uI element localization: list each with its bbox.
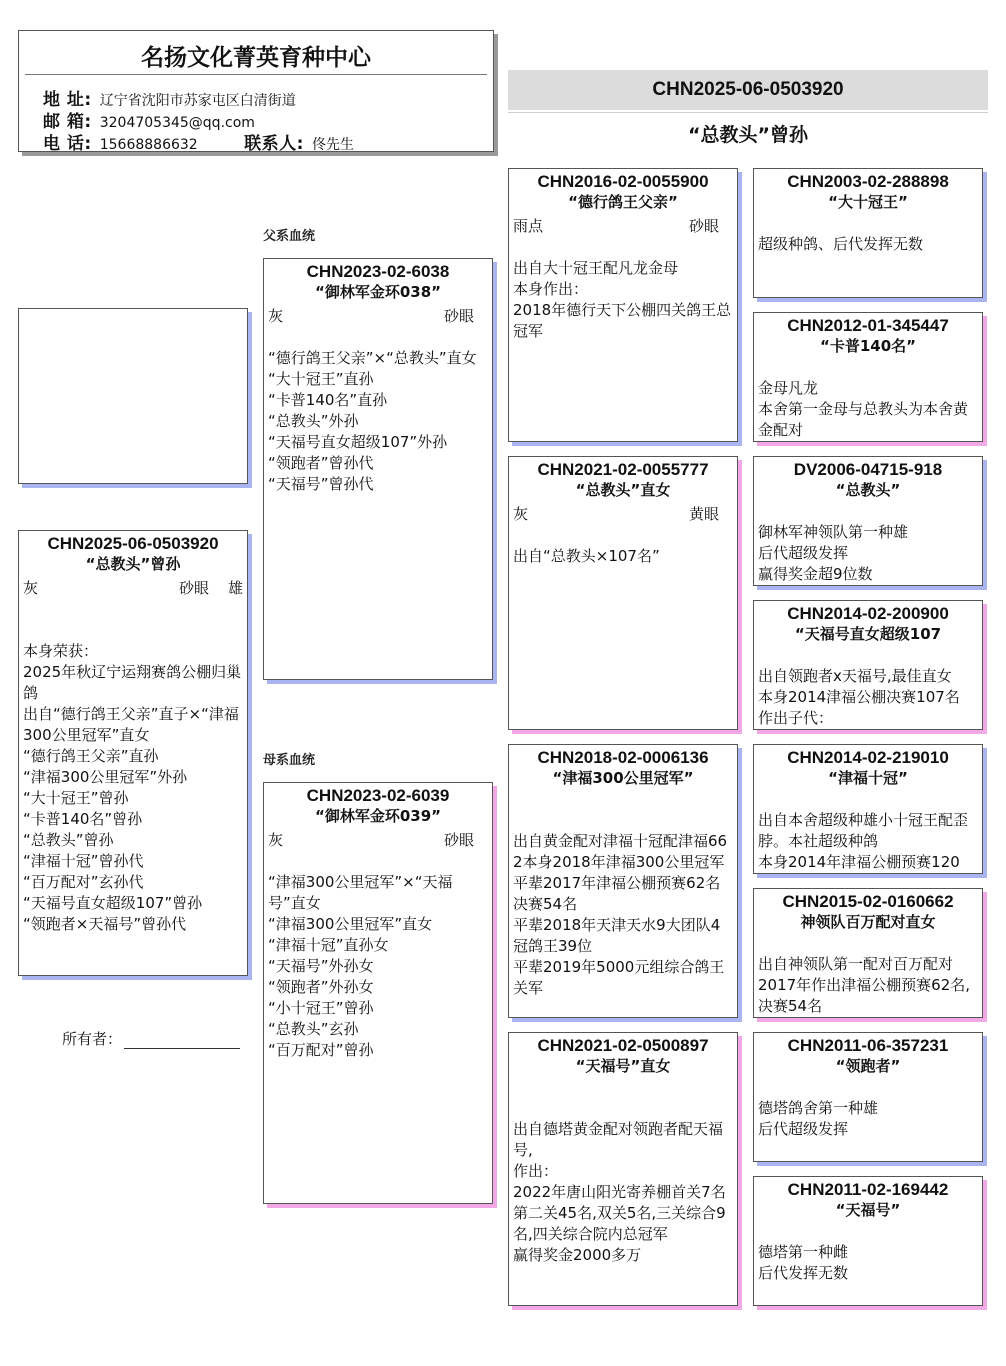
pigeon-name: “领跑者” <box>835 1057 901 1075</box>
card-notes <box>509 237 737 342</box>
note-line: “天福号”外孙女 <box>268 957 374 975</box>
note-line <box>758 213 978 234</box>
pedigree-card-dds <box>753 1032 983 1162</box>
eye-trait: 砂眼 <box>688 217 719 235</box>
note-line: “领跑者”曾孙代 <box>268 454 374 472</box>
contact-value: 佟先生 <box>311 137 354 153</box>
pigeon-name: “天福号直女超级107 <box>794 625 942 643</box>
card-notes <box>754 501 982 585</box>
note-line: 出自本舍超级种雄小十冠王配歪脖。本社超级种鸽 <box>758 811 969 850</box>
note-line: 后代超级发挥 <box>758 544 849 562</box>
note-line: 出自黄金配对津福十冠配津福662本身2018年津福300公里冠军 <box>513 832 728 871</box>
note-line: 超级种鸽、后代发挥无数 <box>758 235 924 253</box>
ring-number: DV2006-04715-918 <box>793 460 943 479</box>
note-line: “津福十冠”直孙女 <box>268 936 389 954</box>
note-line: 出自领跑者x天福号,最佳直女 <box>758 667 952 685</box>
note-line: “小十冠王”曾孙 <box>268 999 374 1017</box>
pigeon-name: “大十冠王” <box>828 193 908 211</box>
note-line: 本舍第一金母与总教头为本舍黄金配对 <box>758 400 969 439</box>
note-line <box>758 501 978 522</box>
note-line: 作出子代： <box>758 709 834 727</box>
pigeon-name: “御林军金环039” <box>314 807 442 825</box>
pedigree-card-sire-dam <box>508 456 738 730</box>
pigeon-photo-frame <box>18 308 248 484</box>
traits-row <box>513 215 733 237</box>
ring-number: CHN2021-02-0500897 <box>537 1036 709 1055</box>
ring-number: CHN2003-02-288898 <box>787 172 949 191</box>
color-trait: 灰 <box>23 579 39 597</box>
card-notes <box>19 599 247 935</box>
note-line <box>513 525 733 546</box>
ring-number: CHN2011-06-357231 <box>787 1036 949 1055</box>
pedigree-card-sss <box>753 168 983 298</box>
traits-row <box>23 577 243 599</box>
note-line: 后代超级发挥 <box>758 1120 849 1138</box>
card-notes <box>509 789 737 999</box>
eye-trait: 砂眼 <box>443 307 474 325</box>
banner-divider <box>508 112 988 113</box>
address-value: 辽宁省沈阳市苏家屯区白清街道 <box>99 93 296 109</box>
ring-number: CHN2021-02-0055777 <box>537 460 709 479</box>
note-line: 2018年德行天下公棚四关鸽王总冠军 <box>513 301 732 340</box>
eye-trait: 砂眼 <box>178 579 209 597</box>
loft-header-card <box>18 30 494 152</box>
email-value: 3204705345@qq.com <box>99 115 255 131</box>
note-line: 本身2014年津福公棚预赛120 <box>758 853 960 871</box>
pedigree-card-dsd <box>753 888 983 1018</box>
note-line: 第二关45名,双关5名,三关综合9名,四关综合院内总冠军 <box>513 1204 726 1243</box>
note-line: “津福十冠”曾孙代 <box>23 852 144 870</box>
pedigree-card-ssd <box>753 312 983 442</box>
pedigree-card-sdd <box>753 600 983 730</box>
card-notes <box>754 1221 982 1284</box>
color-trait: 雨点 <box>513 217 544 235</box>
note-line <box>513 810 733 831</box>
note-line <box>758 789 978 810</box>
card-notes <box>754 645 982 729</box>
note-line: 平辈2017年津福公棚预赛62名决赛54名 <box>513 874 721 913</box>
phone-row <box>43 129 354 154</box>
note-line: “天福号”曾孙代 <box>268 475 374 493</box>
header-divider <box>25 74 487 75</box>
note-line <box>513 1077 733 1098</box>
note-line <box>23 599 243 620</box>
card-notes <box>509 525 737 567</box>
note-line: 出自大十冠王配凡龙金母 <box>513 259 679 277</box>
note-line: 2017年作出津福公棚预赛62名,决赛54名 <box>758 976 971 1015</box>
ring-number: CHN2018-02-0006136 <box>537 748 709 767</box>
note-line: “大十冠王”直孙 <box>268 370 374 388</box>
note-line: 平辈2019年5000元组综合鸽王关军 <box>513 958 725 997</box>
phone-label: 电 话: <box>43 134 92 154</box>
note-line: “总教头”玄孙 <box>268 1020 359 1038</box>
note-line: 出自神领队第一配对百万配对 <box>758 955 954 973</box>
phone-value: 15668886632 <box>99 137 198 153</box>
owner-signature-line[interactable] <box>124 1034 240 1049</box>
card-notes <box>264 851 492 1061</box>
ring-number: CHN2011-02-169442 <box>787 1180 949 1199</box>
ring-number: CHN2023-02-6038 <box>306 262 450 281</box>
ring-number: CHN2025-06-0503920 <box>47 534 219 553</box>
note-line <box>758 1221 978 1242</box>
card-notes <box>754 1077 982 1140</box>
pigeon-name: “御林军金环038” <box>314 283 442 301</box>
card-notes <box>754 213 982 255</box>
card-notes <box>754 789 982 873</box>
note-line: “大十冠王”曾孙 <box>23 789 129 807</box>
subject-name-title: “总教头”曾孙 <box>688 124 808 146</box>
note-line: 德塔鸽舍第一种雄 <box>758 1099 879 1117</box>
note-line: “卡普140名”曾孙 <box>23 810 143 828</box>
color-trait: 灰 <box>268 831 284 849</box>
card-notes <box>754 933 982 1017</box>
sire-line-label: 父系血统 <box>263 229 316 244</box>
note-line: “天福号直女超级107”曾孙 <box>23 894 203 912</box>
note-line <box>758 357 978 378</box>
note-line <box>513 789 733 810</box>
note-line: “天福号直女超级107”外孙 <box>268 433 448 451</box>
note-line: 出自“总教头×107名” <box>513 547 660 565</box>
note-line: “津福300公里冠军”直女 <box>268 915 433 933</box>
ring-number: CHN2014-02-200900 <box>787 604 949 623</box>
eye-trait: 砂眼 <box>443 831 474 849</box>
note-line <box>513 237 733 258</box>
pedigree-card-dss <box>753 744 983 874</box>
note-line: “津福300公里冠军”外孙 <box>23 768 188 786</box>
note-line: 平辈2018年天津天水9大团队4冠鸽王39位 <box>513 916 721 955</box>
note-line <box>758 1077 978 1098</box>
contact-label: 联系人: <box>244 134 304 154</box>
note-line: “德行鸽王父亲”×“总教头”直女 <box>268 349 477 367</box>
pedigree-card-dam-sire <box>508 744 738 1018</box>
owner-field <box>62 1028 240 1049</box>
ring-number: CHN2012-01-345447 <box>787 316 949 335</box>
note-line: 本身作出： <box>513 280 589 298</box>
email-label: 邮 箱: <box>43 112 92 132</box>
traits-row <box>513 503 733 525</box>
note-line: “津福300公里冠军”×“天福号”直女 <box>268 873 453 912</box>
subject-ring-banner: CHN2025-06-0503920 <box>508 70 988 110</box>
pedigree-card-dam <box>263 782 493 1204</box>
note-line: 赢得奖金超9位数 <box>758 565 873 583</box>
note-line <box>268 851 488 872</box>
note-line <box>268 327 488 348</box>
note-line <box>758 645 978 666</box>
note-line: 出自德塔黄金配对领跑者配天福号, <box>513 1120 724 1159</box>
note-line <box>23 620 243 641</box>
card-notes <box>509 1077 737 1266</box>
loft-name: 名扬文化菁英育种中心 <box>141 45 371 71</box>
pigeon-name: 神领队百万配对直女 <box>800 913 936 931</box>
color-trait: 灰 <box>268 307 284 325</box>
pigeon-name: “总教头” <box>835 481 901 499</box>
note-line: “百万配对”曾孙 <box>268 1041 374 1059</box>
note-line: 金母凡龙 <box>758 379 819 397</box>
ring-number: CHN2014-02-219010 <box>787 748 949 767</box>
owner-label: 所有者： <box>62 1030 123 1048</box>
note-line: “总教头”外孙 <box>268 412 359 430</box>
pigeon-name: “天福号” <box>835 1201 901 1219</box>
pigeon-name: “津福十冠” <box>828 769 908 787</box>
note-line: 德塔第一种雌 <box>758 1243 849 1261</box>
ring-number: CHN2023-02-6039 <box>306 786 450 805</box>
note-line: 出自“德行鸽王父亲”直子×“津福300公里冠军”直女 <box>23 705 239 744</box>
note-line: “德行鸽王父亲”直孙 <box>23 747 159 765</box>
note-line: “领跑者”外孙女 <box>268 978 374 996</box>
eye-trait: 黄眼 <box>688 505 719 523</box>
note-line: 2025年秋辽宁运翔赛鸽公棚归巢鸽 <box>23 663 242 702</box>
pedigree-card-sire-sire <box>508 168 738 442</box>
note-line: 本身荣获： <box>23 642 99 660</box>
note-line: 后代发挥无数 <box>758 1264 849 1282</box>
note-line: “总教头”曾孙 <box>23 831 114 849</box>
pedigree-card-sire <box>263 258 493 680</box>
note-line: “领跑者×天福号”曾孙代 <box>23 915 187 933</box>
pigeon-name: “德行鸽王父亲” <box>568 193 678 211</box>
card-notes <box>264 327 492 495</box>
sex-trait: 雄 <box>227 579 243 597</box>
color-trait: 灰 <box>513 505 529 523</box>
note-line <box>513 1098 733 1119</box>
pedigree-card-dam-dam <box>508 1032 738 1306</box>
dam-line-label: 母系血统 <box>263 753 316 768</box>
pigeon-name: “总教头”曾孙 <box>85 555 181 573</box>
card-notes <box>754 357 982 441</box>
note-line: 御林军神领队第一种雄 <box>758 523 909 541</box>
traits-row <box>268 829 488 851</box>
traits-row <box>268 305 488 327</box>
pigeon-name: “总教头”直女 <box>575 481 671 499</box>
pedigree-card-self <box>18 530 248 976</box>
pigeon-name: “津福300公里冠军” <box>552 769 694 787</box>
note-line: 本身2014津福公棚决赛107名 <box>758 688 960 706</box>
pedigree-card-ddd <box>753 1176 983 1306</box>
pigeon-name: “卡普140名” <box>819 337 917 355</box>
ring-number: CHN2016-02-0055900 <box>537 172 709 191</box>
note-line: 2022年唐山阳光寄养棚首关7名 <box>513 1183 726 1201</box>
address-label: 地 址: <box>43 90 92 110</box>
note-line: “百万配对”玄孙代 <box>23 873 144 891</box>
ring-number: CHN2015-02-0160662 <box>782 892 954 911</box>
note-line: 赢得奖金2000多万 <box>513 1246 642 1264</box>
note-line: “卡普140名”直孙 <box>268 391 388 409</box>
pigeon-name: “天福号”直女 <box>575 1057 671 1075</box>
note-line <box>758 933 978 954</box>
pedigree-card-sds <box>753 456 983 586</box>
note-line: 作出： <box>513 1162 559 1180</box>
